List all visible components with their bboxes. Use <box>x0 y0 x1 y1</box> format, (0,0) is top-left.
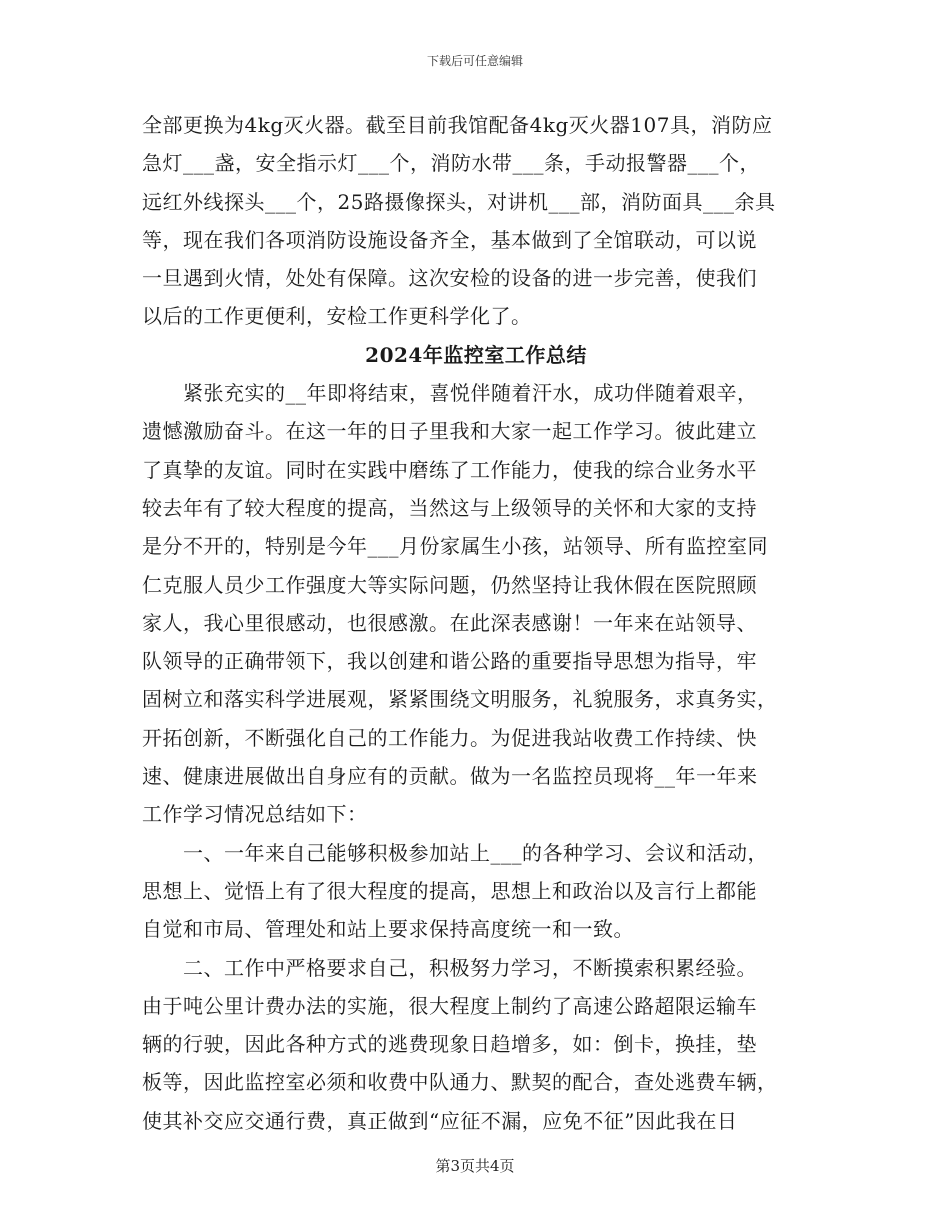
section-title: 2024年监控室工作总结 <box>365 342 587 367</box>
text-line: 辆的行驶，因此各种方式的逃费现象日趋增多，如：倒卡，换挂，垫 <box>142 1032 757 1057</box>
text-line: 了真挚的友谊。同时在实践中磨练了工作能力，使我的综合业务水平 <box>142 457 757 482</box>
text-line: 急灯___盏，安全指示灯___个，消防水带___条，手动报警器___个， <box>142 151 760 176</box>
document-body <box>142 106 810 1140</box>
text-line: 队领导的正确带领下，我以创建和谐公路的重要指导思想为指导，牢 <box>142 649 757 674</box>
text-line: 板等，因此监控室必须和收费中队通力、默契的配合，查处逃费车辆， <box>142 1070 778 1095</box>
text-line: 一旦遇到火情，处处有保障。这次安检的设备的进一步完善，使我们 <box>142 266 757 291</box>
text-line: 家人，我心里很感动，也很感激。在此深表感谢！一年来在站领导、 <box>142 610 757 635</box>
text-line: 较去年有了较大程度的提高，当然这与上级领导的关怀和大家的支持 <box>142 495 757 520</box>
text-line: 工作学习情况总结如下： <box>142 802 368 827</box>
page-number-footer: 第3页共4页 <box>435 1157 515 1175</box>
text-line: 遗憾激励奋斗。在这一年的日子里我和大家一起工作学习。彼此建立 <box>142 419 757 444</box>
text-line: 远红外线探头___个，25路摄像探头，对讲机___部，消防面具___余具 <box>142 189 776 214</box>
text-line: 以后的工作更便利，安检工作更科学化了。 <box>142 304 532 329</box>
paragraph-intro <box>142 374 810 834</box>
text-line: 仁克服人员少工作强度大等实际问题，仍然坚持让我休假在医院照顾 <box>142 572 757 597</box>
text-line: 一、一年来自己能够积极参加站上___的各种学习、会议和活动， <box>183 840 768 865</box>
paragraph-item-two <box>142 949 810 1140</box>
text-line: 全部更换为4kg灭火器。截至目前我馆配备4kg灭火器107具，消防应 <box>142 113 773 137</box>
text-line: 思想上、觉悟上有了很大程度的提高，思想上和政治以及言行上都能 <box>142 878 757 903</box>
text-line: 速、健康进展做出自身应有的贡献。做为一名监控员现将__年一年来 <box>142 764 758 789</box>
text-line: 等，现在我们各项消防设施设备齐全，基本做到了全馆联动，可以说 <box>142 227 757 252</box>
text-line: 由于吨公里计费办法的实施，很大程度上制约了高速公路超限运输车 <box>142 993 757 1018</box>
text-line: 二、工作中严格要求自己，积极努力学习，不断摸索积累经验。 <box>183 955 757 980</box>
page-header-note: 下载后可任意编辑 <box>426 54 523 68</box>
text-line: 开拓创新，不断强化自己的工作能力。为促进我站收费工作持续、快 <box>142 725 757 750</box>
text-line: 固树立和落实科学进展观，紧紧围绕文明服务，礼貌服务，求真务实， <box>142 687 778 712</box>
text-line: 紧张充实的__年即将结束，喜悦伴随着汗水，成功伴随着艰辛， <box>183 381 758 406</box>
text-line: 是分不开的，特别是今年___月份家属生小孩，站领导、所有监控室同 <box>142 534 768 559</box>
text-line: 自觉和市局、管理处和站上要求保持高度统一和一致。 <box>142 917 634 942</box>
paragraph-fire-equipment <box>142 106 810 336</box>
paragraph-item-one <box>142 834 810 949</box>
text-line: 使其补交应交通行费，真正做到“应征不漏，应免不征”因此我在日 <box>142 1108 738 1133</box>
